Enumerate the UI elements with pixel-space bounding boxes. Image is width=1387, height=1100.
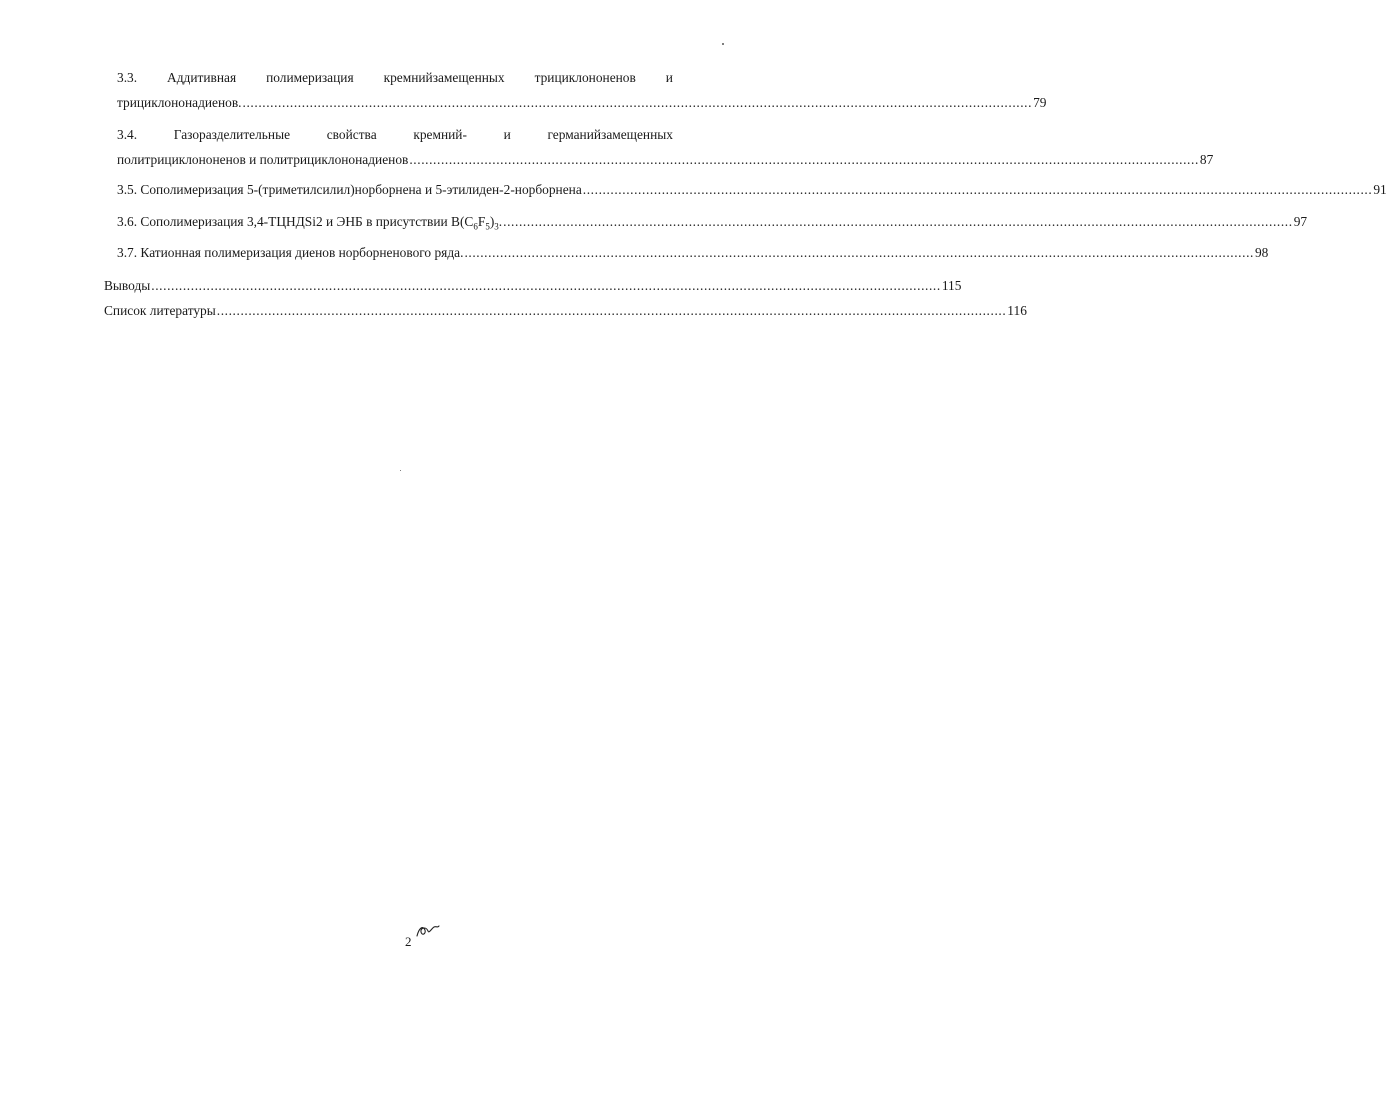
toc-word: свойства: [326, 127, 377, 142]
toc-entry-title: трициклононадиенов.: [117, 95, 242, 110]
toc-word: германийзамещенных: [547, 127, 673, 142]
subscript: 5: [485, 221, 490, 232]
leader-dots: ........................................................................................................................................................................................................: [151, 278, 941, 293]
toc-entry-3-4-line1: [117, 126, 673, 144]
toc-page-number: 87: [1199, 152, 1214, 167]
toc-entry-title: Выводы: [104, 278, 151, 293]
toc-entry-3-3-line2[interactable]: [117, 94, 1047, 112]
toc-entry-title: политрициклононенов и политрициклононадиенов: [117, 152, 409, 167]
handwritten-mark-icon: [415, 922, 441, 940]
toc-entry-text: F: [477, 214, 486, 229]
toc-page-number: 97: [1293, 214, 1308, 229]
toc-entry-3-6[interactable]: [117, 213, 1308, 232]
toc-entry-text: .: [498, 214, 503, 229]
leader-dots: ........................................................................................................................................................................................................: [216, 303, 1007, 318]
toc-page-number: 98: [1254, 245, 1269, 260]
toc-page-number: 79: [1033, 95, 1047, 110]
leader-dots: ........................................................................................................................................................................................................: [409, 152, 1199, 167]
subscript: 3: [494, 221, 499, 232]
toc-page-number: 116: [1007, 303, 1027, 318]
leader-dots: ........................................................................................................................................................................................................: [242, 95, 1033, 110]
toc-entry-title: 3.7. Катионная полимеризация диенов норборненового ряда.: [117, 245, 464, 260]
leader-dots: ........................................................................................................................................................................................................: [582, 182, 1373, 197]
toc-word: Газоразделительные: [173, 127, 291, 142]
toc-entry-3-3-line1: [117, 69, 673, 87]
leader-dots: ........................................................................................................................................................................................................: [464, 245, 1254, 260]
toc-word: 3.3.: [117, 70, 138, 85]
leader-dots: ........................................................................................................................................................................................................: [503, 214, 1293, 229]
toc-entry-3-7[interactable]: [117, 244, 1269, 262]
toc-entry-3-4-line2[interactable]: [117, 151, 1214, 169]
toc-word: трициклононенов: [534, 70, 636, 85]
scan-speck: [400, 470, 401, 471]
toc-word: 3.4.: [117, 127, 138, 142]
toc-page-number: 115: [941, 278, 962, 293]
toc-word: и: [503, 127, 511, 142]
toc-entry-text: ): [489, 214, 495, 229]
toc-entry-3-5[interactable]: [117, 181, 1387, 199]
scan-speck: [722, 43, 724, 45]
toc-entry-title: 3.5. Сополимеризация 5-(триметилсилил)норборнена и 5-этилиден-2-норборнена: [117, 182, 582, 197]
toc-entry-conclusions[interactable]: [104, 277, 962, 295]
toc-word: и: [665, 70, 673, 85]
subscript: 6: [473, 221, 478, 232]
toc-entry-text: 3.6. Сополимеризация 3,4-ТЦНДSi2 и ЭНБ в присутствии B(C: [117, 214, 474, 229]
toc-page-number: 91: [1373, 182, 1387, 197]
toc-word: полимеризация: [266, 70, 354, 85]
toc-entry-title: [117, 213, 502, 231]
toc-entry-references[interactable]: [104, 302, 1027, 320]
page-number: 2: [405, 934, 412, 949]
toc-entry-title: Список литературы: [104, 303, 216, 318]
toc-word: кремний-: [413, 127, 467, 142]
toc-word: Аддитивная: [167, 70, 237, 85]
toc-word: кремнийзамещенных: [383, 70, 505, 85]
